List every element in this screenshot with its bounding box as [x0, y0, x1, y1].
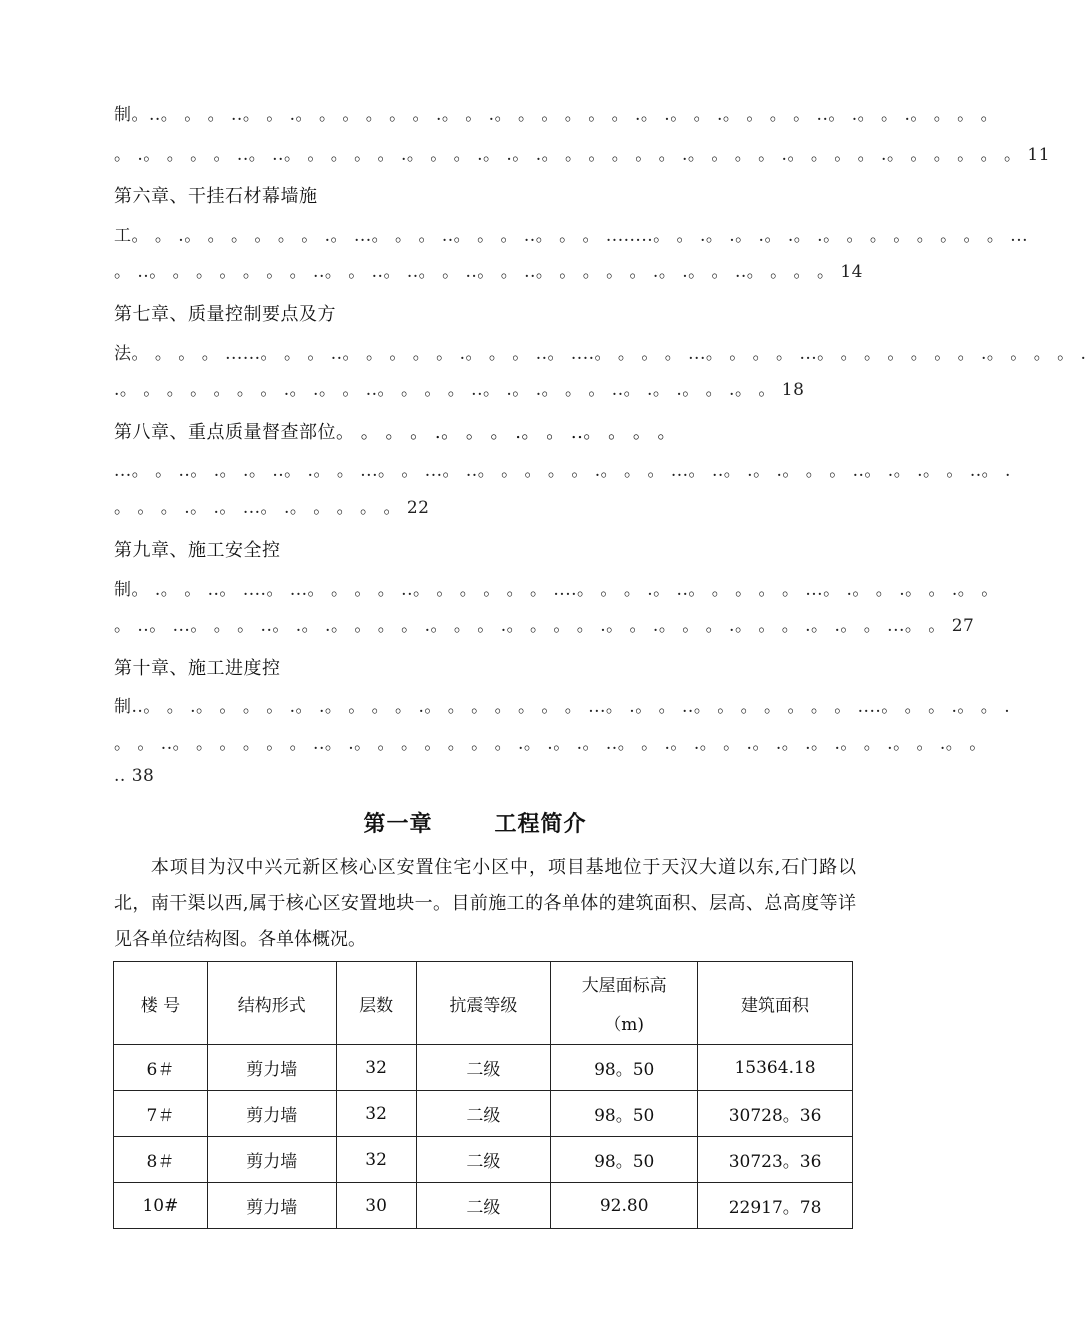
building-overview-table [113, 961, 853, 1229]
table-header-row [114, 962, 853, 1045]
toc-heading-ch6[interactable]: 第六章、干挂石材幕墙施 [114, 186, 318, 207]
cell-seismic-grade: 二级 [416, 1183, 551, 1229]
intro-paragraph [114, 850, 856, 958]
cell-building-no: 6＃ [114, 1045, 208, 1091]
toc-heading-ch8[interactable]: 第八章、重点质量督查部位。 。 。 。 .。 。 。 .。 。 ..。 。 。 。 [114, 422, 677, 443]
header-roof-elevation-unit: （m) [604, 1015, 645, 1035]
header-floor-area: 建筑面积 [698, 962, 853, 1045]
table-row [114, 1183, 853, 1229]
cell-floors: 32 [336, 1137, 416, 1183]
toc-line[interactable]: 。 .。 。 。 。 ..。 ..。 。 。 。 。 .。 。 。 .。 .。 .。 。 。 。 。 。 .。 。 。 。 .。 。 。 。 .。 。 。 。 。 。 11 [114, 145, 1051, 165]
cell-structure: 剪力墙 [207, 1045, 336, 1091]
cell-floors: 30 [336, 1183, 416, 1229]
cell-building-no: 10# [114, 1183, 208, 1229]
header-floors: 层数 [336, 962, 416, 1045]
chapter-title [0, 807, 950, 838]
intro-text: 本项目为汉中兴元新区核心区安置住宅小区中，项目基地位于天汉大道以东,石门路以北，南干渠以西,属于核心区安置地块一。目前施工的各单体的建筑面积、层高、总高度等详见各单位结构图。各单体概况。 [114, 857, 856, 950]
cell-floor-area: 22917。78 [698, 1183, 853, 1229]
cell-seismic-grade: 二级 [416, 1137, 551, 1183]
table-row [114, 1045, 853, 1091]
toc-line[interactable]: 制..。 。 .。 。 。 。 .。 .。 。 。 。 .。 。 。 。 。 。 。 ...。 .。 。 ..。 。 。 。 。 。 。 ....。 。 。 .。 。 . [114, 697, 1011, 717]
chapter-number: 第一章 [363, 811, 433, 837]
cell-structure: 剪力墙 [207, 1183, 336, 1229]
cell-floor-area: 30723。36 [698, 1137, 853, 1183]
toc-heading-ch7[interactable]: 第七章、质量控制要点及方 [114, 304, 336, 325]
cell-building-no: 7＃ [114, 1091, 208, 1137]
cell-structure: 剪力墙 [207, 1137, 336, 1183]
cell-floor-area: 15364.18 [698, 1045, 853, 1091]
cell-floor-area: 30728。36 [698, 1091, 853, 1137]
cell-floors: 32 [336, 1091, 416, 1137]
toc-line[interactable]: .。 。 。 。 。 。 。 .。 .。 。 ..。 。 。 。 ..。 .。 .。 。 。 ..。 .。 .。 。 .。 。 18 [114, 380, 805, 400]
toc-line[interactable]: ...。 。 ..。 .。 .。 ..。 .。 。 ...。 。 ...。 ..。 。 。 。 。 .。 。 。 ...。 ..。 .。 .。 。 。 ..。 .。 .。 。 ..。 . [114, 461, 1011, 481]
toc-heading-ch9[interactable]: 第九章、施工安全控 [114, 540, 281, 561]
table-row [114, 1091, 853, 1137]
header-seismic-grade: 抗震等级 [416, 962, 551, 1045]
cell-roof-elevation: 98。50 [551, 1137, 698, 1183]
toc-line[interactable]: 制。 .。 。 ..。 ....。 ...。 。 。 。 ..。 。 。 。 。 。 ....。 。 。 .。 ..。 。 。 。 。 ...。 .。 。 .。 。 .。 。 [114, 580, 999, 600]
cell-roof-elevation: 98。50 [551, 1045, 698, 1091]
toc-line[interactable]: 法。 。 。 。 ......。 。 。 ..。 。 。 。 。 .。 。 。 ..。 ....。 。 。 。 ...。 。 。 。 ...。 。 。 。 。 。 。 .。 。 。 。 . [114, 344, 1086, 364]
cell-roof-elevation: 92.80 [551, 1183, 698, 1229]
toc-line[interactable]: 。 ..。 ...。 。 。 ..。 .。 .。 。 。 。 .。 。 。 .。 。 。 。 .。 。 .。 。 。 .。 。 。 .。 .。 。 ...。 。 27 [114, 616, 975, 636]
cell-seismic-grade: 二级 [416, 1091, 551, 1137]
toc-heading-ch10[interactable]: 第十章、施工进度控 [114, 658, 281, 679]
toc-line[interactable]: .. 38 [114, 766, 155, 786]
cell-floors: 32 [336, 1045, 416, 1091]
cell-structure: 剪力墙 [207, 1091, 336, 1137]
cell-building-no: 8＃ [114, 1137, 208, 1183]
header-roof-elevation [551, 962, 698, 1045]
toc-line[interactable]: 。 。 。 .。 .。 ...。 .。 。 。 。 。 22 [114, 498, 430, 518]
toc-line[interactable]: 工。 。 .。 。 。 。 。 。 .。 ...。 。 。 ..。 。 。 ..。 。 。 ........。 。 .。 .。 .。 .。 .。 。 。 。 。 。 。 。 ... [114, 226, 1029, 246]
chapter-name: 工程简介 [494, 811, 587, 837]
toc-line[interactable]: 。 。 ..。 。 。 。 。 。 ..。 .。 。 。 。 。 。 。 .。 .。 .。 ..。 。 .。 .。 。 .。 .。 .。 .。 。 .。 。 .。 。 [114, 734, 987, 754]
cell-roof-elevation: 98。50 [551, 1091, 698, 1137]
header-building-no: 楼 号 [114, 962, 208, 1045]
table-row [114, 1137, 853, 1183]
toc-line[interactable]: 。 ..。 。 。 。 。 。 。 ..。 。 ..。 ..。 。 ..。 。 ..。 。 。 。 。 .。 .。 。 ..。 。 。 。 14 [114, 262, 863, 282]
toc-line[interactable]: 制。..。 。 。 ..。 。 .。 。 。 。 。 。 .。 。 .。 。 。 。 。 。 .。 .。 。 .。 。 。 。 ..。 .。 。 .。 。 。 。 [114, 105, 999, 125]
header-structure: 结构形式 [207, 962, 336, 1045]
cell-seismic-grade: 二级 [416, 1045, 551, 1091]
header-roof-elevation-label: 大屋面标高 [581, 976, 667, 996]
